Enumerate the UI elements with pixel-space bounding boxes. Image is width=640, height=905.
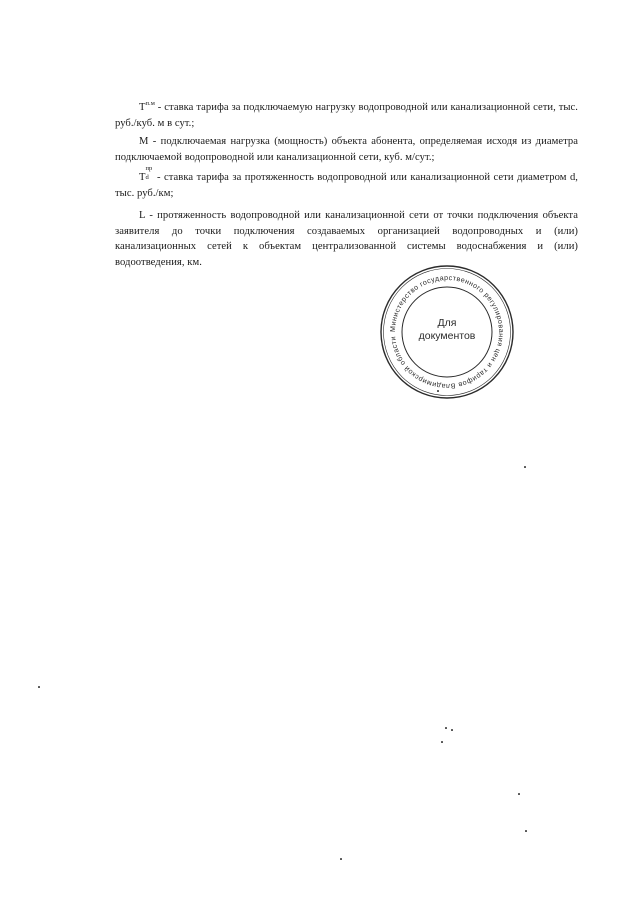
symbol-t: T [139,102,146,113]
paragraph-tariff-load [115,100,578,131]
paragraph-tariff-length [115,165,578,201]
superscript: п.м [145,100,155,107]
scan-speck [524,466,526,468]
stamp-center-line2: документов [418,330,476,342]
superscript: пр [145,165,153,172]
subscript: d [145,174,149,181]
super-subscript [145,165,154,181]
paragraph-network-length [115,208,578,270]
scan-speck [445,727,447,729]
symbol-m: M [139,136,149,147]
scan-speck [525,830,527,832]
symbol-t: T [139,172,146,183]
symbol-l: L [139,210,146,221]
paragraph-load-capacity [115,134,578,165]
scan-speck [437,390,439,392]
official-stamp-icon [378,263,516,401]
scan-speck [441,741,443,743]
stamp-center-line1: Для [437,317,457,329]
paragraph-text: - ставка тарифа за протяженность водопроводной или канализационной сети диаметром d, тыс. руб./км; [115,172,578,199]
scan-speck [38,686,40,688]
paragraph-text: - подключаемая нагрузка (мощность) объекта абонента, определяемая исходя из диаметра подключаемой водопроводной или канализационной сети, куб. м/сут.; [115,136,578,163]
scan-speck [451,729,453,731]
paragraph-text: - ставка тарифа за подключаемую нагрузку водопроводной или канализационной сети, тыс. руб./куб. м в сут.; [115,102,578,129]
scan-speck [340,858,342,860]
scan-speck [518,793,520,795]
paragraph-text: - протяженность водопроводной или канализационной сети от точки подключения объекта заявителя до точки подключения создаваемых организацией водопроводных и (или) канализационных сетей к объектам централизованной системы водоснабжения и (или) водоотведения, км. [115,210,578,268]
stamp-ring-text: Министерство государственного регулирования цен и тарифов Владимирской области [388,273,506,391]
